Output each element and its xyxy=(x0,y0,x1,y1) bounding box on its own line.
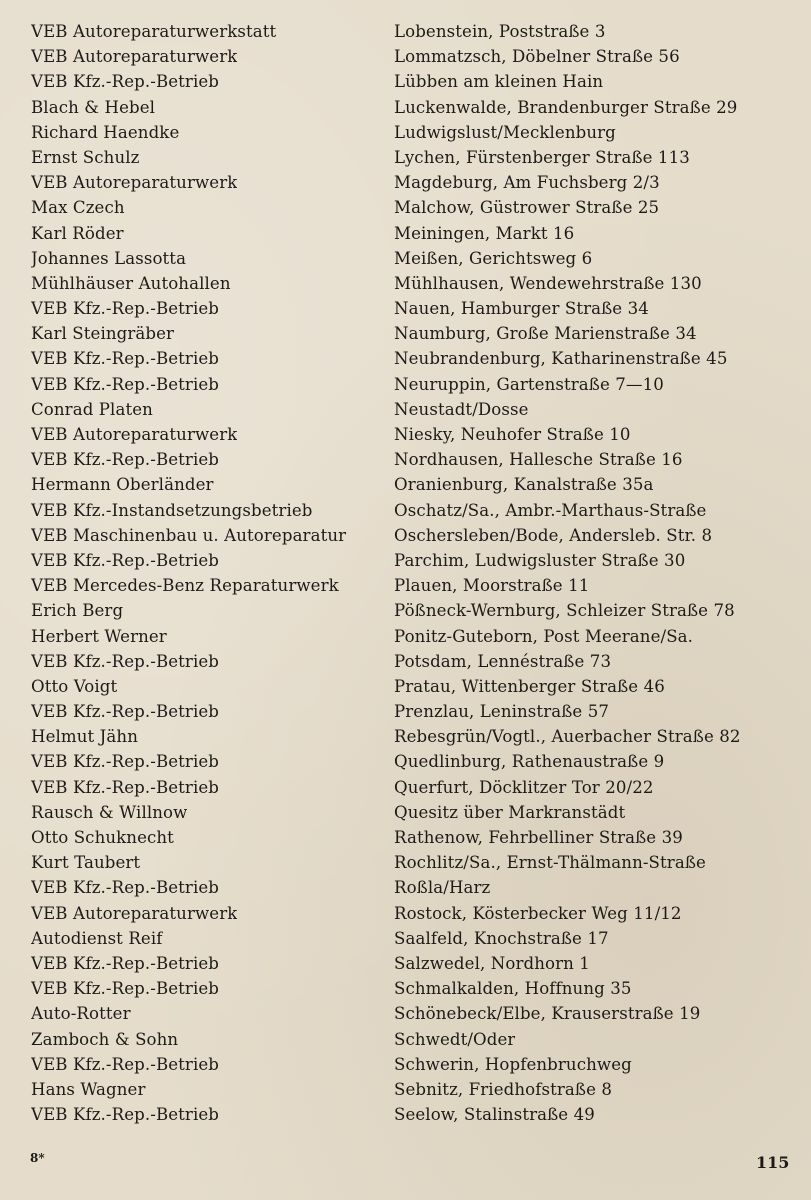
company-name: Hans Wagner xyxy=(31,1079,146,1099)
company-name: Johannes Lassotta xyxy=(31,248,187,268)
company-name: VEB Kfz.-Rep.-Betrieb xyxy=(31,752,220,772)
company-address: Roßla/Harz xyxy=(394,878,491,898)
company-name: VEB Kfz.-Rep.-Betrieb xyxy=(31,450,220,470)
workshop-listing xyxy=(0,19,811,1127)
listing-row xyxy=(0,1027,811,1052)
company-address: Schwerin, Hopfenbruchweg xyxy=(394,1054,632,1074)
listing-row xyxy=(0,397,811,422)
company-address: Rathenow, Fehrbelliner Straße 39 xyxy=(394,828,683,847)
listing-row xyxy=(0,1102,811,1127)
company-address: Oranienburg, Kanalstraße 35a xyxy=(394,475,654,495)
listing-row xyxy=(0,926,811,951)
company-name: VEB Kfz.-Instandsetzungsbetrieb xyxy=(31,500,313,520)
listing-row xyxy=(0,44,811,69)
company-name: VEB Mercedes-Benz Reparaturwerk xyxy=(31,576,339,596)
company-address: Lychen, Fürstenberger Straße 113 xyxy=(394,147,690,167)
listing-row xyxy=(0,120,811,145)
company-address: Niesky, Neuhofer Straße 10 xyxy=(394,425,631,444)
company-address: Neustadt/Dosse xyxy=(394,399,529,419)
listing-row xyxy=(0,69,811,94)
listing-row xyxy=(0,775,811,800)
company-address: Nordhausen, Hallesche Straße 16 xyxy=(394,450,683,470)
company-address: Naumburg, Große Marienstraße 34 xyxy=(394,324,697,344)
company-name: Max Czech xyxy=(31,198,125,218)
company-name: VEB Kfz.-Rep.-Betrieb xyxy=(31,1054,220,1074)
signature-mark: 8* xyxy=(30,1151,45,1165)
listing-row xyxy=(0,271,811,296)
company-address: Schwedt/Oder xyxy=(394,1029,516,1049)
company-name: VEB Kfz.-Rep.-Betrieb xyxy=(31,702,220,722)
company-name: Otto Schuknecht xyxy=(31,828,174,847)
company-address: Salzwedel, Nordhorn 1 xyxy=(394,953,590,973)
company-name: Otto Voigt xyxy=(31,676,118,696)
company-name: VEB Autoreparaturwerk xyxy=(31,425,238,444)
listing-row xyxy=(0,321,811,346)
company-address: Pratau, Wittenberger Straße 46 xyxy=(394,676,665,696)
listing-row xyxy=(0,825,811,850)
listing-row xyxy=(0,724,811,749)
company-name: Conrad Platen xyxy=(31,399,153,419)
company-address: Ludwigslust/Mecklenburg xyxy=(394,122,616,142)
company-address: Luckenwalde, Brandenburger Straße 29 xyxy=(394,97,738,117)
listing-row xyxy=(0,221,811,246)
company-name: VEB Autoreparaturwerk xyxy=(31,903,238,923)
listing-row xyxy=(0,875,811,900)
company-name: Zamboch & Sohn xyxy=(31,1029,179,1049)
company-address: Lübben am kleinen Hain xyxy=(394,72,604,92)
listing-row xyxy=(0,296,811,321)
listing-row xyxy=(0,498,811,523)
company-name: VEB Kfz.-Rep.-Betrieb xyxy=(31,1105,220,1125)
company-name: Hermann Oberländer xyxy=(31,475,214,495)
listing-row xyxy=(0,850,811,875)
listing-row xyxy=(0,1077,811,1102)
company-address: Plauen, Moorstraße 11 xyxy=(394,576,590,596)
company-name: VEB Maschinenbau u. Autoreparatur xyxy=(31,525,347,545)
company-name: Kurt Taubert xyxy=(31,853,141,873)
company-address: Sebnitz, Friedhofstraße 8 xyxy=(394,1079,613,1099)
listing-row xyxy=(0,573,811,598)
company-name: VEB Kfz.-Rep.-Betrieb xyxy=(31,349,220,369)
company-address: Quesitz über Markranstädt xyxy=(394,802,626,822)
listing-row xyxy=(0,951,811,976)
company-address: Magdeburg, Am Fuchsberg 2/3 xyxy=(394,173,660,193)
listing-row xyxy=(0,548,811,573)
listing-row xyxy=(0,976,811,1001)
listing-row xyxy=(0,346,811,371)
company-address: Seelow, Stalinstraße 49 xyxy=(394,1105,595,1125)
company-address: Lommatzsch, Döbelner Straße 56 xyxy=(394,47,680,67)
company-name: VEB Autoreparaturwerkstatt xyxy=(31,22,277,41)
listing-row xyxy=(0,1001,811,1026)
company-address: Quedlinburg, Rathenaustraße 9 xyxy=(394,752,665,772)
listing-row xyxy=(0,195,811,220)
company-name: VEB Kfz.-Rep.-Betrieb xyxy=(31,878,220,898)
listing-row xyxy=(0,901,811,926)
listing-row xyxy=(0,145,811,170)
company-address: Mühlhausen, Wendewehrstraße 130 xyxy=(394,273,702,293)
company-name: Mühlhäuser Autohallen xyxy=(31,273,231,293)
listing-row xyxy=(0,674,811,699)
company-address: Lobenstein, Poststraße 3 xyxy=(394,22,606,41)
company-name: Herbert Werner xyxy=(31,626,167,646)
company-address: Rochlitz/Sa., Ernst-Thälmann-Straße xyxy=(394,853,706,873)
company-address: Malchow, Güstrower Straße 25 xyxy=(394,198,660,218)
company-name: VEB Autoreparaturwerk xyxy=(31,173,238,193)
company-name: Erich Berg xyxy=(31,601,124,621)
company-address: Schönebeck/Elbe, Krauserstraße 19 xyxy=(394,1004,701,1024)
listing-row xyxy=(0,800,811,825)
company-name: VEB Kfz.-Rep.-Betrieb xyxy=(31,374,220,394)
listing-row xyxy=(0,624,811,649)
company-name: VEB Autoreparaturwerk xyxy=(31,47,238,67)
listing-row xyxy=(0,372,811,397)
company-name: VEB Kfz.-Rep.-Betrieb xyxy=(31,299,220,319)
listing-row xyxy=(0,699,811,724)
listing-row xyxy=(0,447,811,472)
company-address: Schmalkalden, Hoffnung 35 xyxy=(394,979,632,999)
company-name: VEB Kfz.-Rep.-Betrieb xyxy=(31,651,220,671)
company-address: Potsdam, Lennéstraße 73 xyxy=(394,651,612,671)
company-address: Parchim, Ludwigsluster Straße 30 xyxy=(394,550,686,570)
company-name: Karl Röder xyxy=(31,223,124,243)
company-address: Neubrandenburg, Katharinenstraße 45 xyxy=(394,349,728,369)
company-name: Rausch & Willnow xyxy=(31,802,188,822)
company-name: Blach & Hebel xyxy=(31,97,156,117)
listing-row xyxy=(0,246,811,271)
company-address: Oschersleben/Bode, Andersleb. Str. 8 xyxy=(394,525,713,545)
listing-row xyxy=(0,472,811,497)
company-name: VEB Kfz.-Rep.-Betrieb xyxy=(31,777,220,797)
company-address: Ponitz-Guteborn, Post Meerane/Sa. xyxy=(394,626,694,646)
company-address: Prenzlau, Leninstraße 57 xyxy=(394,702,610,722)
company-name: VEB Kfz.-Rep.-Betrieb xyxy=(31,72,220,92)
company-name: VEB Kfz.-Rep.-Betrieb xyxy=(31,953,220,973)
page-number: 115 xyxy=(756,1153,790,1172)
listing-row xyxy=(0,649,811,674)
company-address: Pößneck-Wernburg, Schleizer Straße 78 xyxy=(394,601,735,621)
listing-row xyxy=(0,1052,811,1077)
company-address: Nauen, Hamburger Straße 34 xyxy=(394,299,649,319)
company-address: Oschatz/Sa., Ambr.-Marthaus-Straße xyxy=(394,500,707,520)
company-address: Rebesgrün/Vogtl., Auerbacher Straße 82 xyxy=(394,727,741,747)
company-name: Ernst Schulz xyxy=(31,147,140,167)
company-address: Rostock, Kösterbecker Weg 11/12 xyxy=(394,903,682,923)
company-name: VEB Kfz.-Rep.-Betrieb xyxy=(31,979,220,999)
listing-row xyxy=(0,523,811,548)
company-address: Meißen, Gerichtsweg 6 xyxy=(394,248,593,268)
company-address: Querfurt, Döcklitzer Tor 20/22 xyxy=(394,777,654,797)
company-name: Auto-Rotter xyxy=(31,1004,131,1024)
company-address: Saalfeld, Knochstraße 17 xyxy=(394,928,609,948)
company-name: Autodienst Reif xyxy=(31,928,163,948)
listing-row xyxy=(0,95,811,120)
company-name: Richard Haendke xyxy=(31,122,180,142)
listing-row xyxy=(0,422,811,447)
company-name: Helmut Jähn xyxy=(31,727,138,747)
company-address: Meiningen, Markt 16 xyxy=(394,223,575,243)
listing-row xyxy=(0,170,811,195)
listing-row xyxy=(0,19,811,44)
company-name: VEB Kfz.-Rep.-Betrieb xyxy=(31,550,220,570)
listing-row xyxy=(0,749,811,774)
company-address: Neuruppin, Gartenstraße 7—10 xyxy=(394,374,664,394)
company-name: Karl Steingräber xyxy=(31,324,175,344)
listing-row xyxy=(0,598,811,623)
